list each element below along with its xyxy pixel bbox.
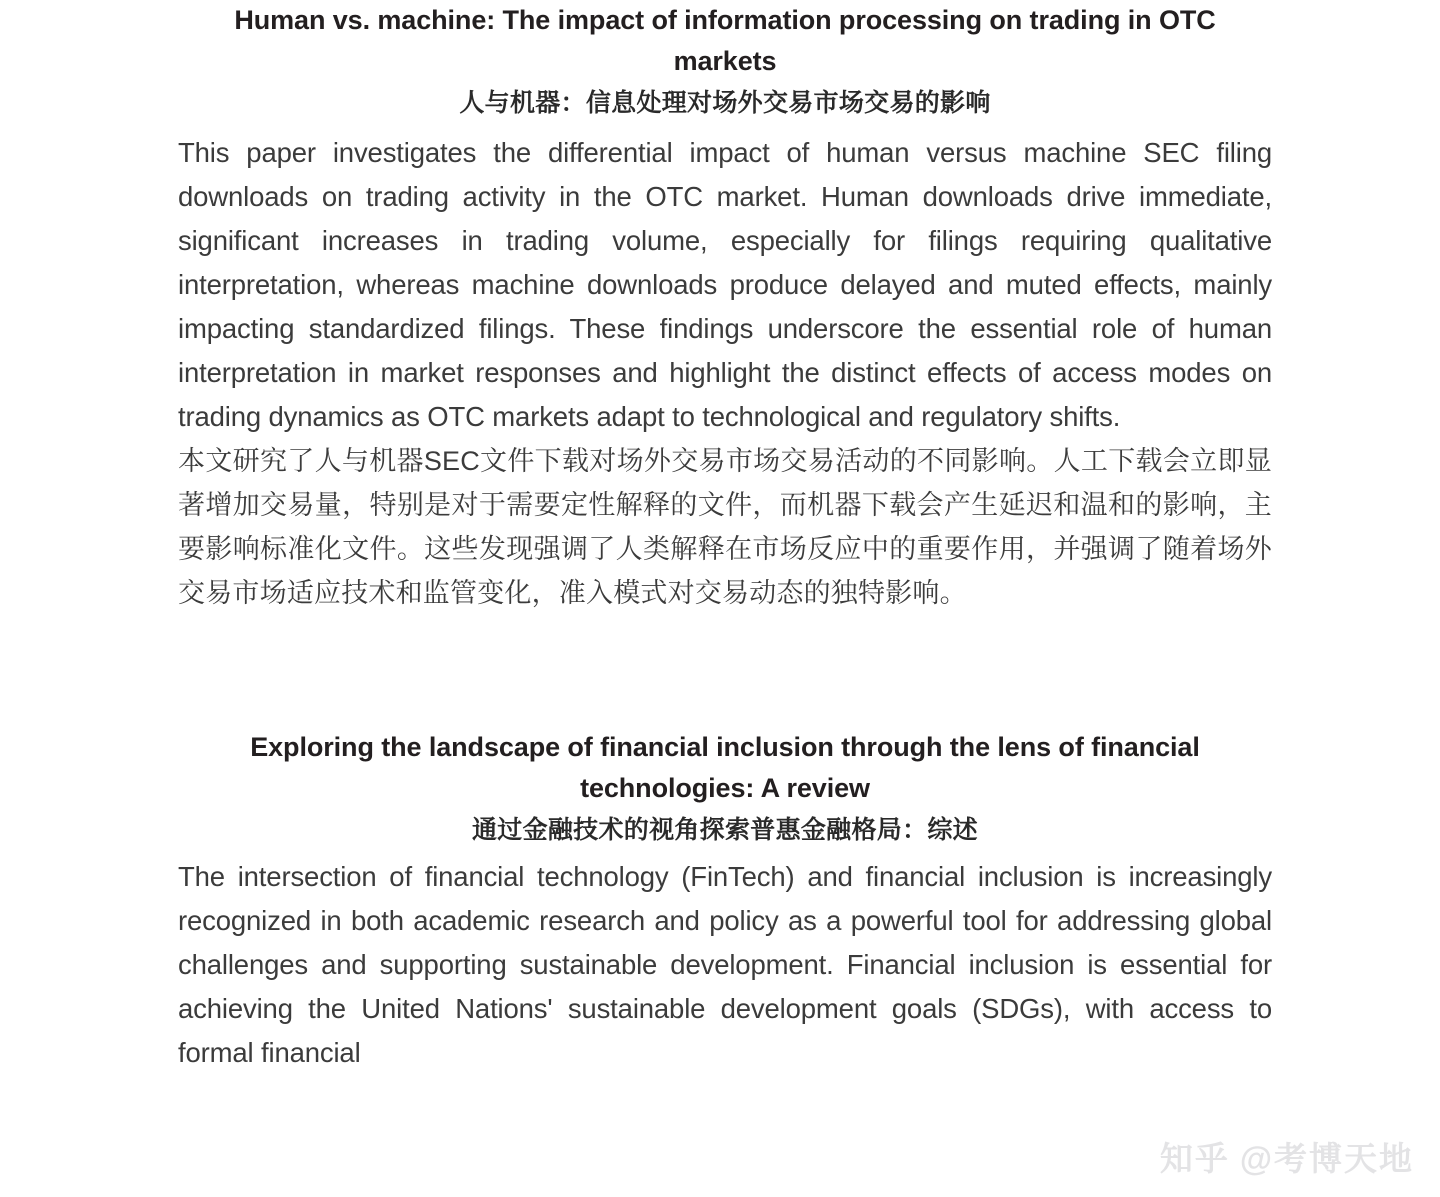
article-entry xyxy=(178,0,1272,615)
article-separator-space xyxy=(178,615,1272,727)
article-entry xyxy=(178,727,1272,1076)
article-abstract-english: The intersection of financial technology (FinTech) and financial inclusion is increasingly recognized in both academic research and policy as a powerful tool for addressing global challenges and supporting sustainable development. Financial inclusion is essential for achieving the United Nations' sustainable development goals (SDGs), with access to formal financial xyxy=(178,861,1272,1069)
article-title-english: Human vs. machine: The impact of information processing on trading in OTC markets xyxy=(234,5,1216,77)
article-title-chinese: 人与机器：信息处理对场外交易市场交易的影响 xyxy=(459,89,991,118)
article-title-chinese: 通过金融技术的视角探索普惠金融格局：综述 xyxy=(471,815,978,844)
article-abstract-chinese: 本文研究了人与机器SEC文件下载对场外交易市场交易活动的不同影响。人工下载会立即显著增加交易量，特别是对于需要定性解释的文件，而机器下载会产生延迟和温和的影响，主要影响标准化文件。这些发现强调了人类解释在市场反应中的重要作用，并强调了随着场外交易市场适应技术和监管变化，准入模式对交易动态的独特影响。 xyxy=(178,445,1272,608)
watermark-handle: @考博天地 xyxy=(1239,1140,1414,1177)
watermark-brand: 知乎 xyxy=(1159,1140,1230,1177)
article-title-english: Exploring the landscape of financial inclusion through the lens of financial technologies: A review xyxy=(250,731,1200,803)
article-abstract-english: This paper investigates the differential impact of human versus machine SEC filing downloads on trading activity in the OTC market. Human downloads drive immediate, significant increases in trading volume, especially for filings requiring qualitative interpretation, whereas machine downloads produce delayed and muted effects, mainly impacting standardized filings. These findings underscore the essential role of human interpretation in market responses and highlight the distinct effects of access modes on trading dynamics as OTC markets adapt to technological and regulatory shifts. xyxy=(178,136,1272,432)
watermark xyxy=(1160,1142,1414,1175)
document-content xyxy=(178,0,1272,1075)
